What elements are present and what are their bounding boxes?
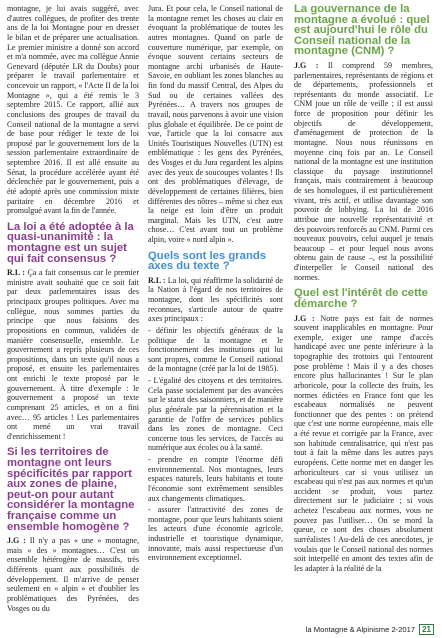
answer-text: Notre pays est fait de normes souvent inapplicables en montagne. Pour exemple, exiger une rampe d'accès handicapé avec une pente inférieure à la topographie des trottoirs qui l'entourent pose problème ! Mais il y a des choses encore plus hallucinantes ! Sur le plan arboricole, pour la collecte des fruits, les normes édictées en France font que les escabeaux normalisés ne peuvent fonctionner que des pentes : on prétend que c'est une norme européenne, mais elle a été revue et corrigée par la France, avec son habitude centralisatrice, qui n'est pas tout à fait la même dans les autres pays européens. Cette norme met en danger les arboriculteurs car si vous utilisez un escabeau qui n'est pas aux normes et qu'un accident se produit, vous partez directement sur le judiciaire ; si vous achetez l'escabeau aux normes, vous ne pouvez pas l'utiliser… On se mord la queue, ce sont des choses absolument surréalistes ! Au-delà de ces anecdotes, je voulais que le Conseil national des normes soit interpellé en amont des textes afin de les adapter à la réalité de la: [294, 313, 433, 573]
list-item: - définir les objectifs généraux de la politique de la montagne et le fonctionnement des institutions qui lui sont propres, comme le Conseil national de la montagne (créé par la loi de 1985).: [148, 325, 283, 374]
magazine-name: la Montagne & Alpinisme 2-2017: [305, 625, 416, 634]
speaker-initials: R.L :: [7, 268, 25, 278]
answer-text: Il n'y a pas « une » montagne, mais « des » montagnes… C'est un ensemble hétérogène de massifs, très différents quant aux possibilités de développement. Il m'arrive de penser seulement en « alpin » et d'oublier les problématiques des Pyrénées, des Vosges ou du: [7, 536, 139, 613]
answer-paragraph: [7, 536, 139, 613]
answer-text: Il comprend 59 membres, parlementaires, représentants de régions et de départements, professionnels et représentants du monde associatif. Le CNM joue un rôle de veille ; il est aussi force de proposition pour définir les objectifs de développement, d'aménagement de protection de la montagne. Nous nous réunissons en moyenne cinq fois par an. Le Conseil national de la montagne est une institution classique du paysage institutionnel français, mais contrairement à beaucoup de ses homologues, il est particulièrement vivant, très actif, et utilise davantage son pouvoir de lobbying. La loi de 2016 attribue une nouvelle représentativité et des pouvoirs renforcés au CNM. Parmi ces nouveaux pouvoirs, celui auquel je tenais beaucoup – et pour lequel nous avons obtenu gain de cause –, est la possibilité d'interpeller le Conseil national des normes.: [294, 60, 433, 282]
article-column-2: [148, 4, 283, 565]
answer-paragraph: [7, 268, 139, 441]
list-item: - assurer l'attractivité des zones de montagne, pour que leurs habitants soient les acteurs d'une économie agricole, industrielle et touristique dynamique, innovante, mais aussi respectueuse d'un environnement exceptionnel.: [148, 505, 283, 563]
speaker-initials: J.G :: [7, 536, 26, 546]
answer-paragraph: [294, 314, 433, 574]
answer-paragraph: [148, 276, 283, 324]
paragraph: Jura. Et pour cela, le Conseil national de la montagne remet les choses au clair en évoquant la problématique de toutes les autres montagnes. Quand on parle de couverture numérique, par exemple, on évoque souvent certains secteurs de montagne archi urbanisés de Haute-Savoie, en oubliant les zones blanches au fin fond du massif Central, des Alpes du Sud ou de certaines vallées des Pyrénées… A travers nos groupes de travail, nous parvenons à avoir une vision plus globale et équilibrée. De ce point de vue, l'article que la loi consacre aux Unités Touristiques Nouvelles (UTN) est emblématique : les gens des Pyrénées, des Vosges et du Jura regardent les alpins avec des yeux de soucoupes volantes ! Ils ont des problématiques d'élevage, de développement de certaines filières, bien différentes des nôtres – même si chez eux la neige est loin d'être un produit marginal. Mais les UTN, c'est autre chose… C'est avant tout un problème alpin, voire « nord alpin ».: [148, 4, 283, 244]
paragraph: montagne, je lui avais suggéré, avec d'autres collègues, de profiter des trente ans de la loi Montagne pour en dresser le bilan et de préparer une actualisation. Le premier ministre a donné son accord et m'a nommée, avec ma collègue Annie Genevard (députée LR du Doubs) pour préparer le travail parlementaire et concevoir un rapport, « l'Acte II de la loi Montagne », qui a été remis le 3 septembre 2015. Ce rapport, allié aux conclusions des groupes de travail du Conseil national de la montagne a servi de base pour rédiger le texte de loi proposé par le gouvernement lors de la session parlementaire extraordinaire de septembre 2016. Il est allé ensuite au Sénat, la procédure accélérée ayant été déclenchée par le gouvernement, puis a été adopté après une commission mixte paritaire en décembre 2016 et promulgué avant la fin de l'année.: [7, 4, 139, 216]
answer-text: Ça a fait consensus car le premier ministre avait souhaité que ce soit fait par deux parlementaires issus des principaux groupes politiques. Avec ma collègue, nous sommes parties du principe que nous faisions des propositions en commun, validées de manière consensuelle, ensemble. Le gouvernement a repris plusieurs de ces propositions, dans un texte qu'il nous a proposé, et ensuite les parlementaires ont enrichi le texte proposé par le gouvernement. À titre d'exemple : le gouvernement a proposé un texte comprenant 25 articles, et on a fini avec… 95 articles ! Les parlementaires ont mené un vrai travail d'enrichissement !: [7, 268, 139, 441]
interview-question: Si les territoires de montagne ont leurs spécificités par rapport aux zones de plaine, peut-on pour autant considérer la montagne française comme un ensemble homogène ?: [7, 446, 135, 533]
page-number: 21: [419, 624, 434, 635]
interview-question: Quels sont les grands axes du texte ?: [148, 249, 267, 273]
speaker-initials: J.G :: [294, 60, 319, 70]
answer-text: La loi, qui réaffirme la solidarité de la Nation à l'égard de nos territoires de montagne, dont les spécificités sont reconnues, s'articule autour de quatre axes principaux :: [148, 275, 283, 324]
answer-paragraph: [294, 61, 433, 282]
speaker-initials: J.G :: [294, 313, 315, 323]
article-column-3: [294, 4, 433, 575]
page-footer: [306, 624, 434, 635]
interview-question: La gouvernance de la montagne a évolué : quel est aujourd'hui le rôle du Conseil national de la montagne (CNM) ?: [294, 3, 430, 58]
interview-question: Quel est l'intérêt de cette démarche ?: [294, 287, 428, 310]
article-column-1: [7, 4, 139, 615]
speaker-initials: R.L :: [148, 275, 166, 285]
list-item: - L'égalité des citoyens et des territoires. Cela passe socialement par des avancées sur le statut des saisonniers, et de manière plus générale par la pérennisation et la garantie de l'offre de services publics dans les zones de montagne. Ceci concerne tous les services, de l'accès au numérique aux écoles ou à la santé.: [148, 376, 283, 453]
list-item: - prendre en compte l'énorme défi environnemental. Nos montagnes, leurs espaces naturels, leurs habitants et toute l'économie sont extrêmement sensibles aux changements climatiques.: [148, 455, 283, 503]
interview-question: La loi a été adoptée à la quasi-unanimité : la montagne est un sujet qui fait consensus ?: [7, 220, 134, 265]
